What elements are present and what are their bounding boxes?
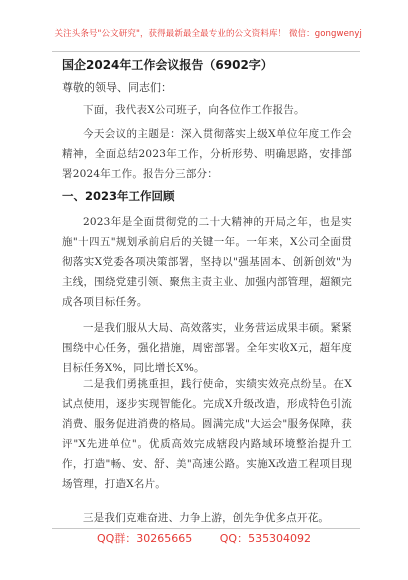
- footer-contact: [0, 531, 408, 547]
- footer-divider: [52, 528, 360, 529]
- section-heading: 一、2023年工作回顾: [62, 189, 175, 203]
- header-watermark-banner: 关注头条号"公文研究"，获得最新最全最专业的公文资料库！ 微信：gongwenyj: [54, 29, 362, 39]
- paragraph-point-two: 二是我们勇挑重担，践行使命，实绩实效亮点纷呈。在X试点使用，逐步实现智能化。完成X升级改造，形成特色引流消费、服务促进消费的格局。圆满完成"大运会"服务保障，获评"X先进单位"。优质高效完成辖段内路域环境整治提升工作，打造"畅、安、舒、美"高速公路。实施X改造工程项目现场管理，打造X名片。: [62, 378, 352, 490]
- document-title: 国企2024年工作会议报告（6902字）: [62, 58, 273, 72]
- header-divider: [52, 51, 360, 52]
- paragraph-intro: 下面，我代表X公司班子，向各位作工作报告。: [83, 104, 305, 116]
- footer-qq-contact: QQ：535304092: [219, 532, 312, 545]
- paragraph-theme: 今天会议的主题是：深入贯彻落实上级X单位年度工作会精神，全面总结2023年工作，分析形势、明确思路，安排部署2024年工作。报告分三部分：: [62, 128, 352, 180]
- paragraph-overview: 2023年是全面贯彻党的二十大精神的开局之年，也是实施"十四五"规划承前启后的关键一年。一年来，X公司全面贯彻落实X党委各项决策部署，坚持以"强基固本、创新创效"为主线，围绕党建引领、聚焦主责主业、加强内部管理，超额完成各项目标任务。: [62, 216, 352, 308]
- paragraph-point-one: 一是我们服从大局、高效落实，业务营运成果丰硕。紧紧围绕中心任务，强化措施，周密部署。全年实收X元，超年度目标任务X%，同比增长X%。: [62, 322, 352, 374]
- footer-qq-group: QQ群：30265665: [96, 532, 193, 545]
- paragraph-point-three: 三是我们克难奋进、力争上游，创先争优多点开花。: [83, 512, 330, 524]
- salutation: 尊敬的领导、同志们：: [62, 81, 172, 94]
